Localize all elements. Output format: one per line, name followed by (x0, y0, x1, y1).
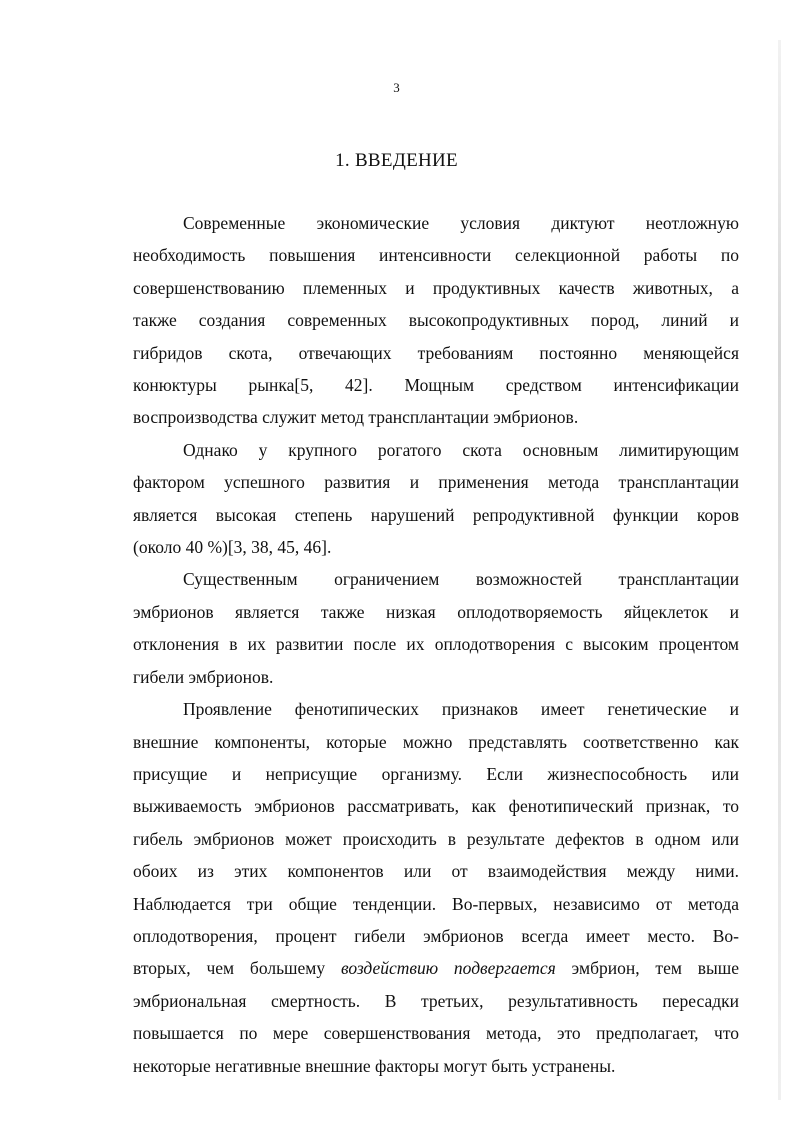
section-heading: 1. ВВЕДЕНИЕ (335, 150, 458, 171)
text-line: отклонения в их развитии после их оплодотворения с высоким процентом (133, 634, 739, 655)
page-number: 3 (393, 80, 400, 95)
body-text (133, 207, 739, 1082)
text-line: Наблюдается три общие тенденции. Во-первых, независимо от метода (133, 893, 739, 914)
text-line: оплодотворения, процент гибели эмбрионов всегда имеет место. Во- (133, 925, 739, 946)
paragraph-2 (133, 434, 739, 564)
text-line: гибридов скота, отвечающих требованиям постоянно меняющейся (133, 342, 739, 363)
text-line: Проявление фенотипических признаков имеет генетические и (183, 699, 739, 720)
italic-emphasis: воздействию подвергается (340, 958, 556, 979)
text-line: фактором успешного развития и применения метода трансплантации (133, 472, 739, 493)
text-line: внешние компоненты, которые можно представлять соответственно как (133, 731, 739, 752)
text-line: Однако у крупного рогатого скота основным лимитирующим (183, 439, 739, 460)
paragraph-3 (133, 563, 739, 693)
text-line: (около 40 %)[3, 38, 45, 46]. (133, 537, 332, 558)
text-line: повышается по мере совершенствования метода, это предполагает, что (133, 1023, 739, 1044)
text-line: обоих из этих компонентов или от взаимодействия между ними. (133, 861, 739, 882)
text-line: некоторые негативные внешние факторы могут быть устранены. (133, 1055, 616, 1076)
text-line: вторых, чем большему воздействию подвергается эмбрион, тем выше (133, 958, 739, 979)
paragraph-4 (133, 693, 739, 1082)
text-line: выживаемость эмбрионов рассматривать, как фенотипический признак, то (133, 796, 739, 817)
text-line: эмбрионов является также низкая оплодотворяемость яйцеклеток и (133, 601, 739, 622)
text-line: необходимость повышения интенсивности селекционной работы по (133, 245, 739, 266)
text-line: воспроизводства служит метод трансплантации эмбрионов. (133, 407, 579, 428)
paragraph-1 (133, 207, 739, 434)
text-line: совершенствованию племенных и продуктивных качеств животных, а (133, 277, 739, 298)
text-line: является высокая степень нарушений репродуктивной функции коров (133, 504, 739, 525)
text-line: гибели эмбрионов. (133, 666, 274, 687)
scan-edge-shadow (778, 40, 781, 1100)
text-line: также создания современных высокопродуктивных пород, линий и (133, 310, 739, 331)
text-line: Существенным ограничением возможностей трансплантации (183, 569, 739, 590)
text-line: присущие и неприсущие организму. Если жизнеспособность или (133, 763, 739, 784)
text-line: гибель эмбрионов может происходить в результате дефектов в одном или (133, 828, 739, 849)
text-line: эмбриональная смертность. В третьих, результативность пересадки (133, 990, 739, 1011)
text-line: Современные экономические условия диктуют неотложную (183, 213, 739, 233)
text-line: конюктуры рынка[5, 42]. Мощным средством интенсификации (133, 375, 739, 396)
